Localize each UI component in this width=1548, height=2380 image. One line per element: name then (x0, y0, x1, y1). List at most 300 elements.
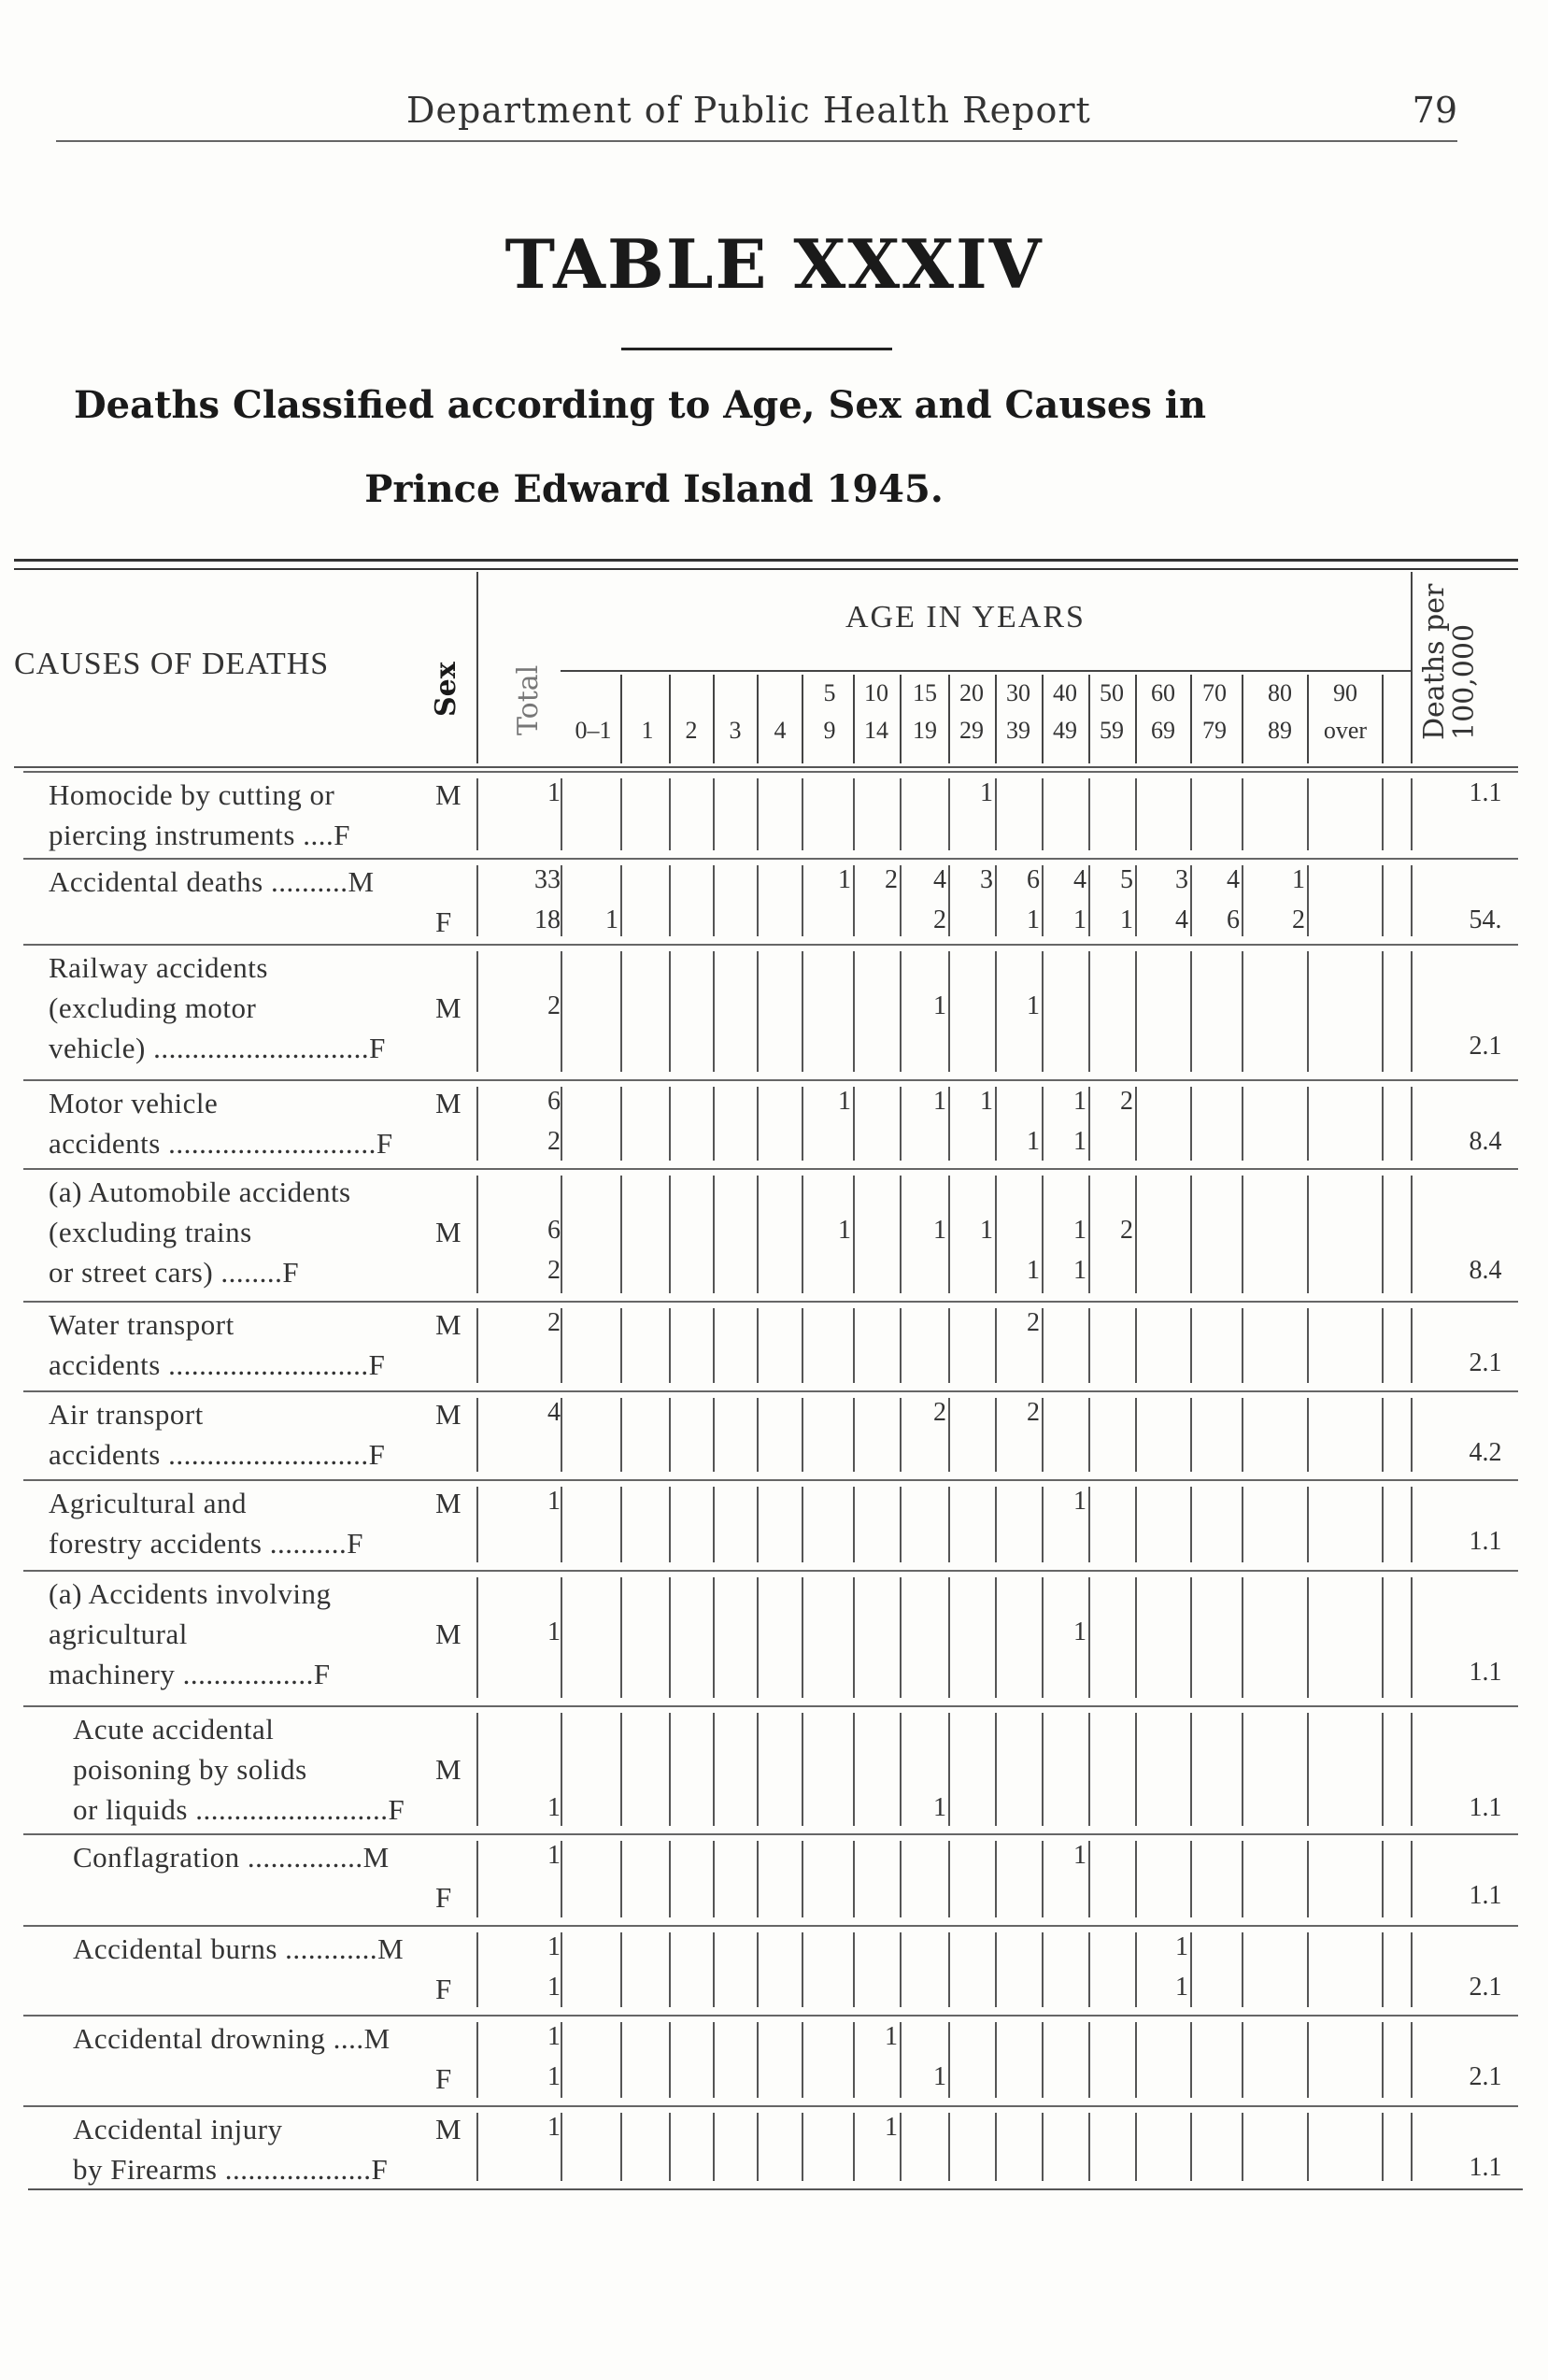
cause-label: (a) Accidents involving (49, 1577, 332, 1610)
column-divider (802, 1487, 803, 1562)
column-divider (948, 951, 950, 1072)
column-divider (1135, 951, 1137, 1072)
column-divider (669, 1487, 671, 1562)
column-divider (802, 1713, 803, 1826)
column-divider (948, 1932, 950, 2007)
death-rate: 1.1 (1469, 2153, 1502, 2182)
column-divider (853, 951, 855, 1072)
death-rate: 1.1 (1469, 1881, 1502, 1910)
row-divider (23, 1301, 1518, 1303)
column-divider (853, 1577, 855, 1698)
column-divider (1088, 2022, 1090, 2098)
column-divider (802, 778, 803, 850)
column-divider (1088, 1713, 1090, 1826)
cause-label: Water transport (49, 1308, 234, 1341)
column-divider (713, 1841, 715, 1917)
column-divider (620, 1308, 622, 1383)
age-cell-m: 1 (1073, 1487, 1086, 1516)
column-divider (1242, 1841, 1243, 1917)
age-group-top: 40 (1053, 679, 1077, 706)
column-divider (1242, 2113, 1243, 2181)
column-divider (476, 865, 478, 936)
row-divider (23, 944, 1518, 946)
column-divider (561, 2022, 562, 2098)
age-cell-m: 1 (1073, 1087, 1086, 1116)
age-cell-f: 4 (1175, 905, 1188, 934)
column-divider (900, 2113, 902, 2181)
column-divider (713, 778, 715, 850)
column-divider (1190, 1176, 1192, 1293)
age-cell-m: 4 (1227, 865, 1240, 894)
column-divider (561, 1932, 562, 2007)
column-divider (620, 1398, 622, 1472)
column-divider (561, 1176, 562, 1293)
sex-label-m: M (435, 1216, 462, 1248)
age-group-bottom: 29 (959, 717, 984, 744)
cause-label: (a) Automobile accidents (49, 1176, 351, 1208)
age-cell-m: 2 (1120, 1087, 1133, 1116)
cause-label: agricultural (49, 1618, 188, 1650)
column-divider (802, 1398, 803, 1472)
column-divider (995, 951, 997, 1072)
sex-label-m: M (435, 2113, 462, 2145)
column-divider (853, 1176, 855, 1293)
column-divider (1135, 1398, 1137, 1472)
column-divider (853, 1932, 855, 2007)
column-divider (1190, 1713, 1192, 1826)
sex-label-f: F (435, 1973, 452, 2005)
column-divider (1242, 2022, 1243, 2098)
cause-label: Accidental burns ............M (73, 1932, 405, 1965)
column-divider (1042, 2113, 1044, 2181)
cause-label: Accidental drowning ....M (73, 2022, 391, 2055)
column-divider (995, 1487, 997, 1562)
column-divider (713, 865, 715, 936)
age-group-bottom: 2 (685, 717, 698, 744)
cause-label: Motor vehicle (49, 1087, 219, 1119)
column-divider (620, 1932, 622, 2007)
column-divider (1042, 1577, 1044, 1698)
column-divider (995, 1087, 997, 1161)
age-cell-m: 1 (980, 1087, 993, 1116)
sex-label-f: F (435, 905, 452, 938)
column-divider (1382, 951, 1384, 1072)
age-cell-f: 1 (605, 905, 618, 934)
column-divider (900, 1176, 902, 1293)
sex-label-m: M (435, 991, 462, 1024)
column-divider (1307, 1932, 1309, 2007)
column-divider (713, 1932, 715, 2007)
column-divider (757, 2113, 759, 2181)
age-cell-m: 3 (1175, 865, 1188, 894)
cause-label: Accidental deaths ..........M (49, 865, 375, 898)
column-divider (757, 1176, 759, 1293)
column-divider (1307, 1398, 1309, 1472)
column-divider (1042, 1932, 1044, 2007)
age-cell-m: 4 (1073, 865, 1086, 894)
column-divider (1042, 1487, 1044, 1562)
column-divider (1042, 2022, 1044, 2098)
total-f: 1 (547, 1973, 561, 2002)
column-divider (476, 2022, 478, 2098)
column-divider (1135, 1176, 1137, 1293)
column-divider (1135, 1713, 1137, 1826)
age-group-bottom: 1 (641, 717, 654, 744)
age-cell-m: 1 (838, 1216, 851, 1245)
column-divider (995, 1841, 997, 1917)
column-divider (1307, 1487, 1309, 1562)
column-divider (802, 2113, 803, 2181)
age-cell-m: 1 (933, 1087, 946, 1116)
column-divider (853, 1308, 855, 1383)
death-rate: 54. (1469, 905, 1502, 934)
column-divider (669, 1308, 671, 1383)
death-rate: 1.1 (1469, 1527, 1502, 1556)
row-divider (23, 1390, 1518, 1392)
column-divider (900, 1577, 902, 1698)
age-cell-m: 1 (1073, 1618, 1086, 1646)
column-divider (853, 2022, 855, 2098)
column-divider (620, 1841, 622, 1917)
row-divider (23, 1079, 1518, 1081)
column-divider (713, 2022, 715, 2098)
table-bottom-rule (28, 2188, 1523, 2190)
age-cell-m: 1 (1027, 991, 1040, 1020)
sex-label-f: F (435, 2062, 452, 2095)
row-divider (23, 1925, 1518, 1927)
age-in-years-header: AGE IN YEARS (845, 600, 1086, 634)
cause-label: Railway accidents (49, 951, 268, 984)
column-divider (948, 1487, 950, 1562)
column-divider (1190, 1398, 1192, 1472)
column-divider (853, 2113, 855, 2181)
column-divider (1042, 1176, 1044, 1293)
column-divider (1382, 1577, 1384, 1698)
age-cell-m: 1 (885, 2022, 898, 2051)
column-divider (1088, 2113, 1090, 2181)
column-divider (561, 865, 562, 936)
column-divider (669, 1932, 671, 2007)
column-divider (802, 1841, 803, 1917)
column-divider (995, 2113, 997, 2181)
column-divider (1411, 1841, 1413, 1917)
age-group-bottom: 49 (1053, 717, 1077, 744)
cause-label: vehicle) ............................F (49, 1032, 386, 1064)
column-divider (900, 778, 902, 850)
age-group-bottom: 3 (729, 717, 742, 744)
age-cell-m: 2 (1120, 1216, 1133, 1245)
age-cell-m: 1 (933, 991, 946, 1020)
total-m: 1 (547, 2022, 561, 2051)
sex-label-m: M (435, 778, 462, 811)
sex-label-m: M (435, 1753, 462, 1786)
total-m: 4 (547, 1398, 561, 1427)
column-divider (1242, 1398, 1243, 1472)
column-divider (1382, 865, 1384, 936)
column-divider (1190, 1577, 1192, 1698)
column-divider (853, 1841, 855, 1917)
column-divider (948, 865, 950, 936)
column-divider (802, 1308, 803, 1383)
column-divider (948, 1577, 950, 1698)
total-m: 6 (547, 1216, 561, 1245)
column-divider (1242, 1713, 1243, 1826)
column-divider (669, 1577, 671, 1698)
cause-label: forestry accidents ..........F (49, 1527, 363, 1560)
column-divider (1382, 1841, 1384, 1917)
column-divider (1307, 778, 1309, 850)
column-divider (900, 1841, 902, 1917)
column-divider (620, 951, 622, 1072)
column-divider (1411, 1087, 1413, 1161)
column-divider (620, 2022, 622, 2098)
column-divider (1242, 1087, 1243, 1161)
column-divider (669, 1176, 671, 1293)
column-divider (1411, 2022, 1413, 2098)
column-divider (757, 2022, 759, 2098)
death-rate: 2.1 (1469, 1973, 1502, 2002)
column-divider (1411, 1398, 1413, 1472)
column-divider (1382, 1176, 1384, 1293)
column-divider (669, 1398, 671, 1472)
table-subtitle-line1: Deaths Classified according to Age, Sex and Causes in (73, 383, 1207, 427)
column-divider (900, 1308, 902, 1383)
column-divider (757, 865, 759, 936)
column-divider (476, 778, 478, 850)
column-divider (1190, 1087, 1192, 1161)
age-cell-m: 1 (980, 778, 993, 807)
column-divider (802, 1176, 803, 1293)
column-divider (1307, 1087, 1309, 1161)
rate-column-header: Deaths per 100,000 (1418, 583, 1481, 740)
row-divider (23, 1833, 1518, 1835)
column-divider (561, 1487, 562, 1562)
column-divider (476, 1398, 478, 1472)
column-divider (757, 1398, 759, 1472)
column-divider (1088, 1176, 1090, 1293)
column-divider (1042, 1398, 1044, 1472)
column-divider (713, 1577, 715, 1698)
column-divider (757, 778, 759, 850)
column-divider (1190, 1308, 1192, 1383)
cause-label: (excluding trains (49, 1216, 252, 1248)
column-divider (1411, 778, 1413, 850)
cause-label: accidents ..........................F (49, 1438, 386, 1471)
column-divider (1242, 1487, 1243, 1562)
cause-label: machinery .................F (49, 1658, 331, 1690)
cause-label: accidents ...........................F (49, 1127, 393, 1160)
age-cell-m: 1 (980, 1216, 993, 1245)
column-divider (561, 951, 562, 1072)
column-divider (1042, 1308, 1044, 1383)
age-group-top: 20 (959, 679, 984, 706)
column-divider (669, 2022, 671, 2098)
column-divider (1382, 1087, 1384, 1161)
column-divider (1307, 865, 1309, 936)
age-cell-m: 2 (885, 865, 898, 894)
column-divider (1088, 1932, 1090, 2007)
age-cell-m: 1 (838, 865, 851, 894)
column-divider (1382, 1487, 1384, 1562)
age-group-top: 10 (864, 679, 888, 706)
total-m: 2 (547, 991, 561, 1020)
column-divider (1190, 865, 1192, 936)
column-divider (948, 1308, 950, 1383)
age-cell-f: 1 (1027, 1256, 1040, 1285)
column-divider (1242, 778, 1243, 850)
age-group-bottom: 4 (774, 717, 787, 744)
age-group-top: 5 (823, 679, 836, 706)
column-divider (757, 1577, 759, 1698)
column-divider (1042, 951, 1044, 1072)
age-group-bottom: 79 (1202, 717, 1227, 744)
cause-label: by Firearms ...................F (73, 2153, 389, 2186)
column-divider (1307, 1841, 1309, 1917)
column-divider (995, 778, 997, 850)
age-group-bottom: 19 (913, 717, 937, 744)
column-divider (1242, 951, 1243, 1072)
column-divider (900, 1487, 902, 1562)
column-divider (1190, 2113, 1192, 2181)
age-group-bottom: 89 (1268, 717, 1292, 744)
table-subtitle-line2: Prince Edward Island 1945. (364, 467, 944, 511)
column-divider (995, 1932, 997, 2007)
column-divider (1411, 1932, 1413, 2007)
column-divider (713, 2113, 715, 2181)
column-divider (1307, 1577, 1309, 1698)
age-cell-m: 2 (1027, 1308, 1040, 1337)
column-divider (476, 2113, 478, 2181)
column-divider (1088, 951, 1090, 1072)
column-divider (1088, 865, 1090, 936)
column-divider (476, 951, 478, 1072)
column-divider (900, 1398, 902, 1472)
sex-label-m: M (435, 1087, 462, 1119)
column-divider (1135, 2022, 1137, 2098)
column-divider (802, 1577, 803, 1698)
column-divider (561, 1713, 562, 1826)
age-group-top: 60 (1151, 679, 1175, 706)
cause-label: Acute accidental (73, 1713, 275, 1746)
column-divider (995, 1713, 997, 1826)
column-divider (853, 1398, 855, 1472)
age-cell-f: 1 (1027, 905, 1040, 934)
column-divider (757, 1841, 759, 1917)
row-divider (23, 1705, 1518, 1707)
column-divider (620, 1176, 622, 1293)
page-number: 79 (1412, 90, 1457, 131)
table-title: TABLE XXXIV (504, 224, 1044, 304)
column-divider (1411, 1487, 1413, 1562)
age-cell-f: 1 (1073, 1256, 1086, 1285)
row-divider (23, 1570, 1518, 1572)
column-divider (900, 1087, 902, 1161)
column-divider (853, 865, 855, 936)
column-divider (1382, 1713, 1384, 1826)
age-cell-m: 1 (885, 2113, 898, 2142)
column-divider (1042, 778, 1044, 850)
age-cell-f: 2 (933, 905, 946, 934)
column-divider (561, 2113, 562, 2181)
total-m: 33 (534, 865, 561, 894)
row-divider (23, 2105, 1518, 2107)
column-divider (995, 1176, 997, 1293)
column-divider (757, 1087, 759, 1161)
death-rate: 1.1 (1469, 778, 1502, 807)
column-divider (757, 1487, 759, 1562)
death-rate: 2.1 (1469, 1032, 1502, 1061)
age-group-bottom: 69 (1151, 717, 1175, 744)
row-divider (23, 2015, 1518, 2017)
column-divider (1135, 2113, 1137, 2181)
column-divider (561, 1577, 562, 1698)
total-m: 1 (547, 1487, 561, 1516)
age-cell-m: 2 (933, 1398, 946, 1427)
age-group-bottom: 9 (823, 717, 836, 744)
age-cell-m: 1 (1073, 1216, 1086, 1245)
column-divider (476, 1087, 478, 1161)
column-divider (1042, 1713, 1044, 1826)
age-cell-m: 1 (1175, 1932, 1188, 1961)
total-f: 2 (547, 1127, 561, 1156)
column-divider (757, 1713, 759, 1826)
cause-label: accidents ..........................F (49, 1348, 386, 1381)
column-divider (1411, 1176, 1413, 1293)
death-rate: 1.1 (1469, 1658, 1502, 1687)
column-divider (1135, 778, 1137, 850)
column-divider (948, 778, 950, 850)
column-divider (561, 1087, 562, 1161)
column-divider (1307, 1713, 1309, 1826)
column-divider (1382, 1308, 1384, 1383)
age-group-bottom: 39 (1006, 717, 1030, 744)
column-divider (948, 1713, 950, 1826)
column-divider (1088, 1577, 1090, 1698)
death-rate: 2.1 (1469, 1348, 1502, 1377)
sex-column-header: Sex (430, 662, 462, 717)
age-cell-m: 1 (1292, 865, 1305, 894)
column-divider (995, 1577, 997, 1698)
column-divider (1411, 1713, 1413, 1826)
column-divider (713, 1398, 715, 1472)
age-group-bottom: 0–1 (575, 717, 612, 744)
column-divider (1307, 1176, 1309, 1293)
column-divider (1088, 778, 1090, 850)
cause-label: or liquids .........................F (73, 1793, 405, 1826)
column-divider (1307, 2113, 1309, 2181)
total-m: 2 (547, 1308, 561, 1337)
column-divider (948, 2022, 950, 2098)
column-divider (853, 778, 855, 850)
cause-label: or street cars) ........F (49, 1256, 300, 1289)
death-rate: 4.2 (1469, 1438, 1502, 1467)
cause-label: Conflagration ...............M (73, 1841, 390, 1874)
column-divider (1135, 1487, 1137, 1562)
total-m: 6 (547, 1087, 561, 1116)
column-divider (1382, 1398, 1384, 1472)
column-divider (802, 1932, 803, 2007)
column-divider (1042, 1841, 1044, 1917)
column-divider (1242, 1932, 1243, 2007)
column-divider (900, 865, 902, 936)
column-divider (1382, 2022, 1384, 2098)
total-m: 1 (547, 1618, 561, 1646)
age-cell-f: 2 (1292, 905, 1305, 934)
column-divider (900, 1932, 902, 2007)
column-divider (1135, 1841, 1137, 1917)
age-group-top: 90 (1333, 679, 1357, 706)
age-cell-m: 6 (1027, 865, 1040, 894)
